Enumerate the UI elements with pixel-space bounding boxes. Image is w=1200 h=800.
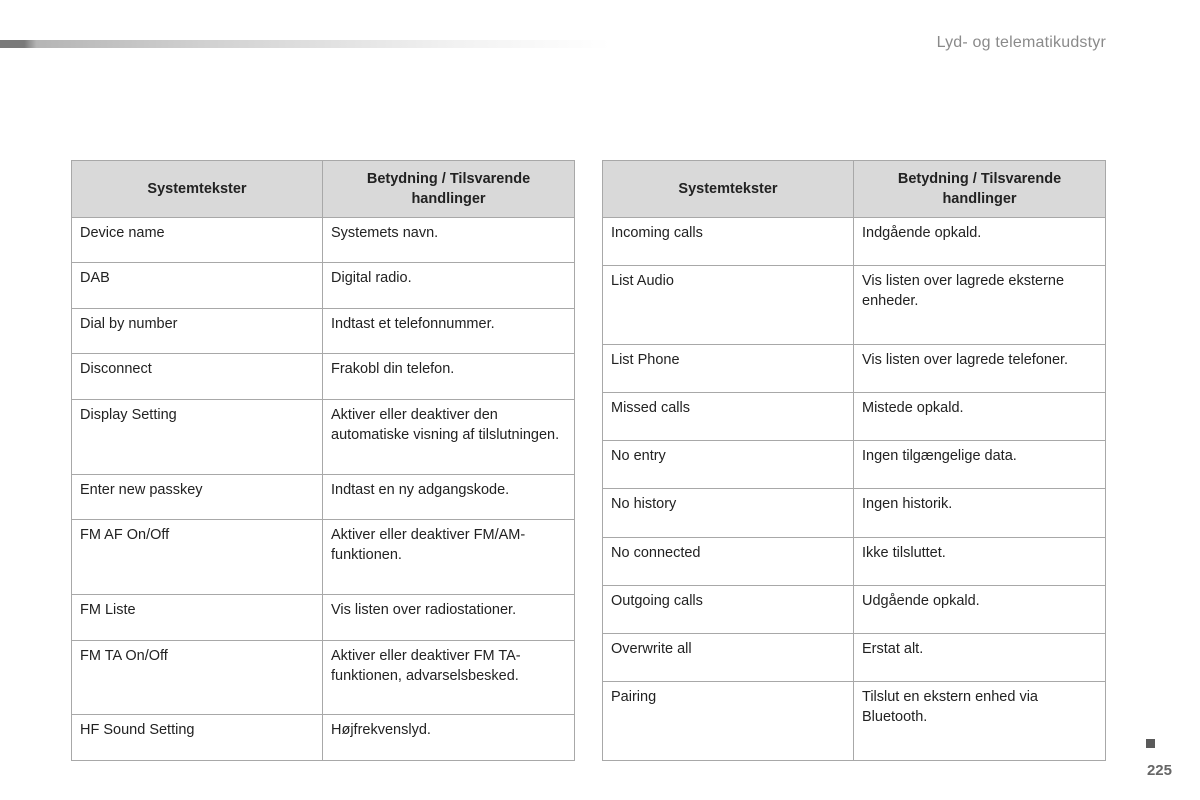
term-cell: No entry [603, 441, 854, 489]
term-cell: Incoming calls [603, 218, 854, 266]
column-header-meaning: Betydning / Tilsvarende handlinger [323, 161, 575, 218]
meaning-cell: Aktiver eller deaktiver FM/AM-funktionen. [323, 520, 575, 595]
table-row [72, 474, 575, 519]
table-header-row [72, 161, 575, 218]
term-cell: FM TA On/Off [72, 640, 323, 715]
table-row [72, 595, 575, 640]
table-row [603, 441, 1106, 489]
meaning-cell: Ingen tilgængelige data. [854, 441, 1106, 489]
column-header-meaning: Betydning / Tilsvarende handlinger [854, 161, 1106, 218]
column-header-term: Systemtekster [603, 161, 854, 218]
term-cell: Outgoing calls [603, 585, 854, 633]
right-glossary-table [602, 160, 1106, 761]
term-cell: Pairing [603, 681, 854, 760]
meaning-cell: Vis listen over lagrede telefoner. [854, 345, 1106, 393]
table-row [72, 715, 575, 761]
table-header-row [603, 161, 1106, 218]
term-cell: Enter new passkey [72, 474, 323, 519]
term-cell: Dial by number [72, 308, 323, 353]
meaning-cell: Aktiver eller deaktiver FM TA-funktionen, advarselsbesked. [323, 640, 575, 715]
meaning-cell: Systemets navn. [323, 218, 575, 263]
term-cell: FM AF On/Off [72, 520, 323, 595]
table-row [603, 218, 1106, 266]
term-cell: List Audio [603, 266, 854, 345]
term-cell: No connected [603, 537, 854, 585]
table-row [72, 218, 575, 263]
meaning-cell: Tilslut en ekstern enhed via Bluetooth. [854, 681, 1106, 760]
meaning-cell: Frakobl din telefon. [323, 354, 575, 399]
column-header-term: Systemtekster [72, 161, 323, 218]
meaning-cell: Digital radio. [323, 263, 575, 308]
table-row [603, 489, 1106, 537]
page-marker-square [1146, 739, 1155, 748]
term-cell: FM Liste [72, 595, 323, 640]
term-cell: HF Sound Setting [72, 715, 323, 761]
meaning-cell: Mistede opkald. [854, 393, 1106, 441]
meaning-cell: Vis listen over lagrede eksterne enheder. [854, 266, 1106, 345]
meaning-cell: Ingen historik. [854, 489, 1106, 537]
meaning-cell: Indgående opkald. [854, 218, 1106, 266]
meaning-cell: Indtast et telefonnummer. [323, 308, 575, 353]
term-cell: Overwrite all [603, 633, 854, 681]
term-cell: No history [603, 489, 854, 537]
table-row [72, 263, 575, 308]
section-title: Lyd- og telematikudstyr [936, 34, 1106, 51]
term-cell: Disconnect [72, 354, 323, 399]
page-number: 225 [1146, 762, 1172, 779]
term-cell: Missed calls [603, 393, 854, 441]
header-gradient-bar [0, 40, 610, 48]
left-glossary-table [71, 160, 575, 761]
meaning-cell: Højfrekvenslyd. [323, 715, 575, 761]
meaning-cell: Udgående opkald. [854, 585, 1106, 633]
meaning-cell: Ikke tilsluttet. [854, 537, 1106, 585]
table-row [603, 537, 1106, 585]
meaning-cell: Vis listen over radiostationer. [323, 595, 575, 640]
term-cell: Device name [72, 218, 323, 263]
table-row [72, 308, 575, 353]
table-row [603, 585, 1106, 633]
table-row [72, 520, 575, 595]
meaning-cell: Aktiver eller deaktiver den automatiske visning af tilslutningen. [323, 399, 575, 474]
table-row [603, 633, 1106, 681]
table-row [603, 345, 1106, 393]
meaning-cell: Erstat alt. [854, 633, 1106, 681]
table-row [72, 399, 575, 474]
table-row [72, 354, 575, 399]
meaning-cell: Indtast en ny adgangskode. [323, 474, 575, 519]
term-cell: DAB [72, 263, 323, 308]
table-row [603, 266, 1106, 345]
term-cell: List Phone [603, 345, 854, 393]
table-row [72, 640, 575, 715]
table-row [603, 393, 1106, 441]
term-cell: Display Setting [72, 399, 323, 474]
table-row [603, 681, 1106, 760]
